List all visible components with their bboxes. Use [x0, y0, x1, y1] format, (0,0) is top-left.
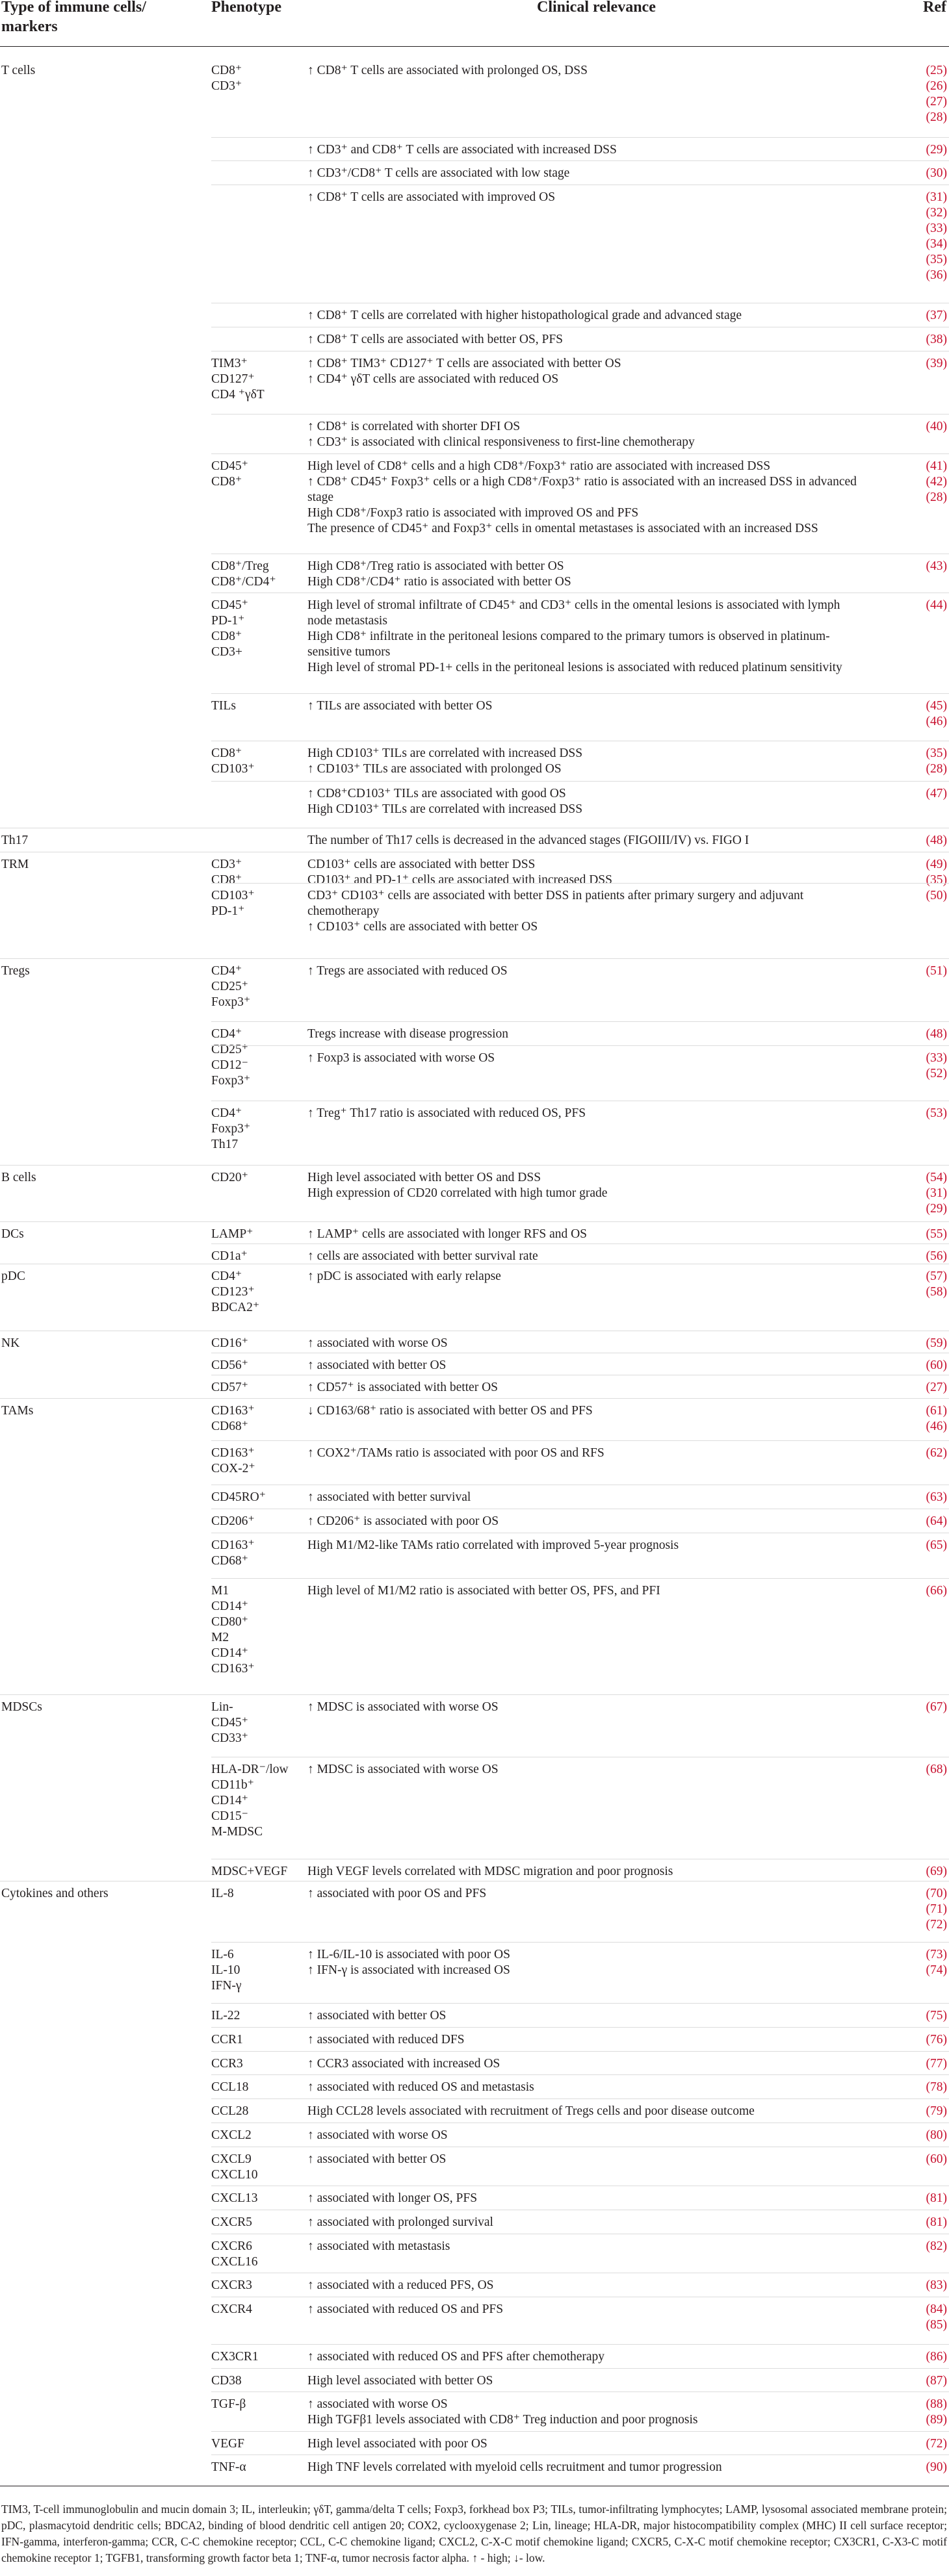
- phenotype-marker: CD25⁺: [211, 1043, 248, 1056]
- clinical-relevance-text: ↑ Tregs are associated with reduced OS: [307, 964, 508, 978]
- cell-type-group: NK: [1, 1336, 20, 1350]
- row-separator: [211, 2098, 949, 2099]
- phenotype-marker: CD8⁺: [211, 630, 242, 643]
- phenotype-marker: CD80⁺: [211, 1615, 248, 1629]
- row-separator: [211, 2027, 949, 2028]
- row-separator: [211, 2344, 949, 2345]
- header-clinical-relevance: Clinical relevance: [537, 0, 656, 16]
- clinical-relevance-text: ↑ cells are associated with better survival rate: [307, 1249, 538, 1263]
- reference-link: (38): [926, 333, 947, 346]
- phenotype-marker: M2: [211, 1631, 229, 1644]
- reference-link: (54): [926, 1171, 947, 1184]
- clinical-relevance-text: High CD103⁺ TILs are correlated with increased DSS: [307, 746, 583, 760]
- phenotype-marker: CD4⁺: [211, 1269, 242, 1283]
- clinical-relevance-text: High CD8⁺/Foxp3 ratio is associated with improved OS and PFS: [307, 506, 639, 520]
- clinical-relevance-text: ↑ Treg⁺ Th17 ratio is associated with reduced OS, PFS: [307, 1106, 586, 1120]
- reference-link: (52): [926, 1067, 947, 1080]
- clinical-relevance-text: High CD103⁺ TILs are correlated with increased DSS: [307, 802, 583, 816]
- cell-type-group: MDSCs: [1, 1700, 42, 1714]
- clinical-relevance-text: High level associated with better OS and DSS: [307, 1171, 541, 1184]
- clinical-relevance-text: ↑ associated with metastasis: [307, 2239, 450, 2253]
- clinical-relevance-text: ↑ CD8⁺ is correlated with shorter DFI OS: [307, 420, 521, 433]
- reference-link: (27): [926, 95, 947, 108]
- phenotype-marker: LAMP⁺: [211, 1227, 254, 1241]
- phenotype-marker: CD4⁺: [211, 1027, 242, 1041]
- cell-type-group: Th17: [1, 834, 29, 847]
- reference-link: (70): [926, 1887, 947, 1900]
- phenotype-marker: M1: [211, 1584, 229, 1598]
- reference-link: (47): [926, 787, 947, 800]
- cell-type-group: Cytokines and others: [1, 1887, 109, 1900]
- phenotype-marker: CCL28: [211, 2104, 249, 2118]
- row-separator: [0, 1165, 949, 1166]
- clinical-relevance-text: ↑ associated with a reduced PFS, OS: [307, 2278, 494, 2292]
- phenotype-marker: Foxp3⁺: [211, 1122, 251, 1136]
- reference-link: (42): [926, 475, 947, 489]
- phenotype-marker: CD3+: [211, 645, 242, 659]
- clinical-relevance-text: High CCL28 levels associated with recruitment of Tregs cells and poor disease outcome: [307, 2104, 755, 2118]
- reference-link: (36): [926, 268, 947, 282]
- clinical-relevance-text: ↑ CD8⁺ T cells are associated with better OS, PFS: [307, 333, 564, 346]
- phenotype-marker: CD163⁺: [211, 1538, 255, 1552]
- clinical-relevance-text: ↑ associated with reduced OS and PFS: [307, 2302, 504, 2316]
- reference-link: (43): [926, 559, 947, 573]
- reference-link: (69): [926, 1865, 947, 1878]
- reference-link: (35): [926, 746, 947, 760]
- reference-link: (40): [926, 420, 947, 433]
- phenotype-marker: PD-1⁺: [211, 614, 245, 628]
- cell-type-group: Tregs: [1, 964, 30, 978]
- reference-link: (76): [926, 2033, 947, 2047]
- phenotype-marker: VEGF: [211, 2437, 244, 2451]
- phenotype-marker: CD8⁺: [211, 873, 242, 887]
- reference-link: (72): [926, 1918, 947, 1932]
- reference-link: (35): [926, 253, 947, 266]
- clinical-relevance-text: ↑ LAMP⁺ cells are associated with longer RFS and OS: [307, 1227, 588, 1241]
- clinical-relevance-text: Tregs increase with disease progression: [307, 1027, 509, 1041]
- row-separator: [211, 2391, 949, 2392]
- row-separator: [211, 2074, 949, 2075]
- reference-link: (53): [926, 1106, 947, 1120]
- phenotype-marker: CD45⁺: [211, 598, 248, 612]
- phenotype-marker: CD8⁺: [211, 64, 242, 77]
- phenotype-marker: CD45⁺: [211, 1716, 248, 1729]
- reference-link: (84): [926, 2302, 947, 2316]
- clinical-relevance-text: ↑ CD3⁺ is associated with clinical responsiveness to first-line chemotherapy: [307, 435, 695, 449]
- reference-link: (33): [926, 1051, 947, 1065]
- cell-type-group: pDC: [1, 1269, 25, 1283]
- phenotype-marker: CD163⁺: [211, 1404, 255, 1418]
- reference-link: (25): [926, 64, 947, 77]
- reference-link: (57): [926, 1269, 947, 1283]
- reference-link: (87): [926, 2374, 947, 2388]
- phenotype-marker: CD57⁺: [211, 1381, 248, 1394]
- row-separator: [211, 2051, 949, 2052]
- reference-link: (35): [926, 873, 947, 887]
- phenotype-marker: CD11b⁺: [211, 1778, 254, 1792]
- row-separator: [0, 1398, 949, 1399]
- phenotype-marker: CD3⁺: [211, 858, 242, 871]
- clinical-relevance-text: node metastasis: [307, 614, 387, 628]
- clinical-relevance-text: sensitive tumors: [307, 645, 391, 659]
- reference-link: (72): [926, 2437, 947, 2451]
- row-separator: [211, 2431, 949, 2432]
- phenotype-marker: IL-8: [211, 1887, 234, 1900]
- clinical-relevance-text: ↑ associated with prolonged survival: [307, 2215, 493, 2229]
- clinical-relevance-text: ↑ MDSC is associated with worse OS: [307, 1763, 499, 1776]
- phenotype-marker: CD45⁺: [211, 459, 248, 473]
- phenotype-marker: CD4⁺: [211, 964, 242, 978]
- reference-link: (60): [926, 2152, 947, 2166]
- clinical-relevance-text: ↑ associated with worse OS: [307, 2128, 448, 2142]
- phenotype-marker: Foxp3⁺: [211, 1074, 251, 1088]
- reference-link: (77): [926, 2057, 947, 2071]
- phenotype-marker: TILs: [211, 699, 236, 713]
- clinical-relevance-text: High M1/M2-like TAMs ratio correlated with improved 5-year prognosis: [307, 1538, 679, 1552]
- phenotype-marker: CD163⁺: [211, 1662, 255, 1676]
- phenotype-marker: TNF-α: [211, 2460, 246, 2474]
- phenotype-marker: CD14⁺: [211, 1646, 248, 1660]
- phenotype-marker: CXCL10: [211, 2168, 258, 2182]
- row-separator: [211, 693, 949, 694]
- reference-link: (28): [926, 762, 947, 776]
- reference-link: (63): [926, 1490, 947, 1504]
- row-separator: [211, 1021, 949, 1022]
- clinical-relevance-text: High level of stromal PD-1+ cells in the peritoneal lesions is associated with reduced platinum sensitivity: [307, 661, 842, 674]
- reference-link: (90): [926, 2460, 947, 2474]
- reference-link: (61): [926, 1404, 947, 1418]
- phenotype-marker: CD20⁺: [211, 1171, 248, 1184]
- row-separator: [211, 1045, 949, 1046]
- row-separator: [211, 160, 949, 161]
- clinical-relevance-text: ↑ pDC is associated with early relapse: [307, 1269, 501, 1283]
- reference-link: (48): [926, 834, 947, 847]
- phenotype-marker: CD206⁺: [211, 1514, 255, 1528]
- clinical-relevance-text: CD103⁺ and PD-1⁺ cells are associated with increased DSS: [307, 873, 612, 887]
- reference-link: (32): [926, 206, 947, 220]
- reference-link: (60): [926, 1358, 947, 1372]
- phenotype-marker: CCL18: [211, 2080, 249, 2094]
- clinical-relevance-text: ↑ TILs are associated with better OS: [307, 699, 493, 713]
- clinical-relevance-text: The presence of CD45⁺ and Foxp3⁺ cells in omental metastases is associated with an increased DSS: [307, 522, 818, 535]
- clinical-relevance-text: ↑ associated with better OS: [307, 2009, 447, 2022]
- phenotype-marker: CXCR3: [211, 2278, 252, 2292]
- phenotype-marker: CXCR4: [211, 2302, 252, 2316]
- clinical-relevance-text: ↑ CD8⁺ CD45⁺ Foxp3⁺ cells or a high CD8⁺/Foxp3⁺ ratio is associated with an increased DSS in advanced: [307, 475, 857, 489]
- row-separator: [0, 1221, 949, 1222]
- reference-link: (48): [926, 1027, 947, 1041]
- row-separator: [211, 2003, 949, 2004]
- reference-link: (46): [926, 1420, 947, 1433]
- phenotype-marker: MDSC+VEGF: [211, 1865, 288, 1878]
- phenotype-marker: CD38: [211, 2374, 242, 2388]
- row-separator: [0, 958, 949, 959]
- header-type-line1: Type of immune cells/: [1, 0, 146, 16]
- reference-link: (50): [926, 889, 947, 902]
- clinical-relevance-text: ↑ CD8⁺CD103⁺ TILs are associated with good OS: [307, 787, 566, 800]
- clinical-relevance-text: ↑ CD4⁺ γδT cells are associated with reduced OS: [307, 372, 559, 386]
- clinical-relevance-text: stage: [307, 491, 334, 504]
- reference-link: (37): [926, 309, 947, 322]
- row-separator: [211, 1942, 949, 1943]
- clinical-relevance-text: ↑ associated with better OS: [307, 2152, 447, 2166]
- phenotype-marker: Lin-: [211, 1700, 233, 1714]
- clinical-relevance-text: High TGFβ1 levels associated with CD8⁺ Treg induction and poor prognosis: [307, 2413, 698, 2427]
- phenotype-marker: TIM3⁺: [211, 357, 248, 370]
- phenotype-marker: IL-10: [211, 1963, 240, 1977]
- phenotype-marker: CD8⁺/Treg: [211, 559, 269, 573]
- clinical-relevance-text: High level associated with poor OS: [307, 2437, 488, 2451]
- clinical-relevance-text: ↑ MDSC is associated with worse OS: [307, 1700, 499, 1714]
- phenotype-marker: CXCR6: [211, 2239, 252, 2253]
- reference-link: (26): [926, 79, 947, 93]
- reference-link: (49): [926, 858, 947, 871]
- phenotype-marker: CD163⁺: [211, 1446, 255, 1460]
- reference-link: (68): [926, 1763, 947, 1776]
- header-rule: [0, 46, 949, 47]
- phenotype-marker: CD1a⁺: [211, 1249, 248, 1263]
- clinical-relevance-text: High TNF levels correlated with myeloid cells recruitment and tumor progression: [307, 2460, 722, 2474]
- reference-link: (79): [926, 2104, 947, 2118]
- phenotype-marker: CD45RO⁺: [211, 1490, 266, 1504]
- phenotype-marker: CD33⁺: [211, 1731, 248, 1745]
- reference-link: (78): [926, 2080, 947, 2094]
- reference-link: (31): [926, 190, 947, 204]
- reference-link: (29): [926, 1202, 947, 1216]
- clinical-relevance-text: ↑ CD206⁺ is associated with poor OS: [307, 1514, 499, 1528]
- clinical-relevance-text: ↑ CD103⁺ TILs are associated with prolonged OS: [307, 762, 562, 776]
- phenotype-marker: CD3⁺: [211, 79, 242, 93]
- reference-link: (71): [926, 1902, 947, 1916]
- row-separator: [211, 137, 949, 138]
- reference-link: (64): [926, 1514, 947, 1528]
- clinical-relevance-text: ↑ COX2⁺/TAMs ratio is associated with poor OS and RFS: [307, 1446, 604, 1460]
- clinical-relevance-text: ↑ associated with better OS: [307, 1358, 447, 1372]
- reference-link: (28): [926, 491, 947, 504]
- clinical-relevance-text: High level of CD8⁺ cells and a high CD8⁺/Foxp3⁺ ratio are associated with increased DSS: [307, 459, 771, 473]
- row-separator: [211, 781, 949, 782]
- phenotype-marker: CXCL2: [211, 2128, 252, 2142]
- phenotype-marker: CX3CR1: [211, 2350, 259, 2364]
- reference-link: (82): [926, 2239, 947, 2253]
- reference-link: (33): [926, 222, 947, 235]
- phenotype-marker: M-MDSC: [211, 1825, 263, 1839]
- phenotype-marker: Th17: [211, 1138, 239, 1151]
- reference-link: (34): [926, 237, 947, 251]
- clinical-relevance-text: CD103⁺ cells are associated with better DSS: [307, 858, 536, 871]
- phenotype-marker: CD4⁺: [211, 1106, 242, 1120]
- phenotype-marker: TGF-β: [211, 2397, 246, 2411]
- row-separator: [211, 1578, 949, 1579]
- header-ref: Ref: [923, 0, 946, 16]
- reference-link: (59): [926, 1336, 947, 1350]
- phenotype-marker: CD127⁺: [211, 372, 255, 386]
- clinical-relevance-text: ↑ associated with longer OS, PFS: [307, 2191, 478, 2205]
- clinical-relevance-text: ↓ CD163/68⁺ ratio is associated with better OS and PFS: [307, 1404, 593, 1418]
- reference-link: (74): [926, 1963, 947, 1977]
- phenotype-marker: CXCL13: [211, 2191, 258, 2205]
- reference-link: (73): [926, 1948, 947, 1961]
- clinical-relevance-text: ↑ CD103⁺ cells are associated with better OS: [307, 920, 538, 934]
- phenotype-marker: BDCA2⁺: [211, 1301, 260, 1314]
- clinical-relevance-text: ↑ associated with reduced DFS: [307, 2033, 465, 2047]
- cell-type-group: TAMs: [1, 1404, 34, 1418]
- phenotype-marker: CD56⁺: [211, 1358, 248, 1372]
- reference-link: (81): [926, 2215, 947, 2229]
- clinical-relevance-text: ↑ associated with worse OS: [307, 2397, 448, 2411]
- clinical-relevance-text: ↑ CCR3 associated with increased OS: [307, 2057, 500, 2071]
- row-separator: [211, 453, 949, 454]
- reference-link: (67): [926, 1700, 947, 1714]
- clinical-relevance-text: chemotherapy: [307, 904, 380, 918]
- phenotype-marker: CD14⁺: [211, 1794, 248, 1807]
- row-separator: [211, 1243, 949, 1244]
- phenotype-marker: COX-2⁺: [211, 1462, 255, 1475]
- reference-link: (44): [926, 598, 947, 612]
- row-separator: [211, 2368, 949, 2369]
- reference-link: (28): [926, 110, 947, 124]
- reference-link: (41): [926, 459, 947, 473]
- clinical-relevance-text: High expression of CD20 correlated with high tumor grade: [307, 1186, 608, 1200]
- reference-link: (89): [926, 2413, 947, 2427]
- clinical-relevance-text: ↑ IFN-γ is associated with increased OS: [307, 1963, 510, 1977]
- reference-link: (88): [926, 2397, 947, 2411]
- clinical-relevance-text: High level of M1/M2 ratio is associated with better OS, PFS, and PFI: [307, 1584, 660, 1598]
- clinical-relevance-text: ↑ CD57⁺ is associated with better OS: [307, 1381, 499, 1394]
- header-type: [1, 0, 146, 36]
- cell-type-group: T cells: [1, 64, 36, 77]
- clinical-relevance-text: ↑ CD8⁺ T cells are correlated with higher histopathological grade and advanced stage: [307, 309, 742, 322]
- clinical-relevance-text: ↑ IL-6/IL-10 is associated with poor OS: [307, 1948, 510, 1961]
- phenotype-marker: IL-22: [211, 2009, 240, 2022]
- phenotype-marker: IL-6: [211, 1948, 234, 1961]
- reference-link: (81): [926, 2191, 947, 2205]
- phenotype-marker: CXCL9: [211, 2152, 252, 2166]
- phenotype-marker: CD68⁺: [211, 1554, 248, 1568]
- phenotype-marker: CD25⁺: [211, 980, 248, 993]
- cell-type-group: B cells: [1, 1171, 36, 1184]
- row-separator: [211, 883, 949, 884]
- reference-link: (56): [926, 1249, 947, 1263]
- clinical-relevance-text: ↑ CD8⁺ T cells are associated with prolonged OS, DSS: [307, 64, 588, 77]
- clinical-relevance-text: ↑ associated with reduced OS and PFS after chemotherapy: [307, 2350, 605, 2364]
- phenotype-marker: CD4 ⁺γδT: [211, 388, 265, 402]
- clinical-relevance-text: ↑ CD8⁺ T cells are associated with improved OS: [307, 190, 556, 204]
- clinical-relevance-text: ↑ associated with worse OS: [307, 1336, 448, 1350]
- phenotype-marker: HLA-DR⁻/low: [211, 1763, 289, 1776]
- clinical-relevance-text: ↑ associated with poor OS and PFS: [307, 1887, 487, 1900]
- clinical-relevance-text: ↑ Foxp3 is associated with worse OS: [307, 1051, 495, 1065]
- reference-link: (55): [926, 1227, 947, 1241]
- phenotype-marker: Foxp3⁺: [211, 995, 251, 1009]
- reference-link: (66): [926, 1584, 947, 1598]
- clinical-relevance-text: ↑ CD3⁺ and CD8⁺ T cells are associated with increased DSS: [307, 143, 617, 157]
- reference-link: (51): [926, 964, 947, 978]
- phenotype-marker: CCR3: [211, 2057, 243, 2071]
- clinical-relevance-text: CD3⁺ CD103⁺ cells are associated with better DSS in patients after primary surgery and adjuvant: [307, 889, 804, 902]
- cell-type-group: TRM: [1, 858, 29, 871]
- clinical-relevance-text: High level of stromal infiltrate of CD45⁺ and CD3⁺ cells in the omental lesions is associated with lymph: [307, 598, 840, 612]
- reference-link: (46): [926, 715, 947, 728]
- cell-type-group: DCs: [1, 1227, 24, 1241]
- phenotype-marker: CD12⁻: [211, 1058, 248, 1072]
- reference-link: (75): [926, 2009, 947, 2022]
- reference-link: (58): [926, 1285, 947, 1299]
- clinical-relevance-text: High level associated with better OS: [307, 2374, 493, 2388]
- phenotype-marker: CD8⁺: [211, 475, 242, 489]
- phenotype-marker: CD103⁺: [211, 762, 255, 776]
- clinical-relevance-text: ↑ associated with reduced OS and metastasis: [307, 2080, 534, 2094]
- clinical-relevance-text: High VEGF levels correlated with MDSC migration and poor prognosis: [307, 1865, 673, 1878]
- reference-link: (29): [926, 143, 947, 157]
- reference-link: (80): [926, 2128, 947, 2142]
- reference-link: (85): [926, 2318, 947, 2332]
- row-separator: [211, 1440, 949, 1441]
- clinical-relevance-text: High CD8⁺/Treg ratio is associated with better OS: [307, 559, 564, 573]
- phenotype-marker: IFN-γ: [211, 1979, 242, 1993]
- clinical-relevance-text: High CD8⁺/CD4⁺ ratio is associated with better OS: [307, 575, 571, 589]
- phenotype-marker: CXCR5: [211, 2215, 252, 2229]
- reference-link: (30): [926, 166, 947, 180]
- reference-link: (39): [926, 357, 947, 370]
- header-phenotype: Phenotype: [211, 0, 281, 16]
- phenotype-marker: CD16⁺: [211, 1336, 248, 1350]
- header-type-line2: markers: [1, 18, 58, 35]
- phenotype-marker: CD68⁺: [211, 1420, 248, 1433]
- phenotype-marker: CD103⁺: [211, 889, 255, 902]
- phenotype-marker: PD-1⁺: [211, 904, 245, 918]
- reference-link: (45): [926, 699, 947, 713]
- phenotype-marker: CD15⁻: [211, 1809, 248, 1823]
- clinical-relevance-text: ↑ associated with better survival: [307, 1490, 471, 1504]
- clinical-relevance-text: The number of Th17 cells is decreased in the advanced stages (FIGOIII/IV) vs. FIGO I: [307, 834, 749, 847]
- clinical-relevance-text: High CD8⁺ infiltrate in the peritoneal lesions compared to the primary tumors is observed in platinum-: [307, 630, 830, 643]
- reference-link: (83): [926, 2278, 947, 2292]
- phenotype-marker: CD8⁺: [211, 746, 242, 760]
- table-footnote: TIM3, T-cell immunoglobulin and mucin domain 3; IL, interleukin; γδT, gamma/delta T cells; Foxp3, forkhead box P3; TILs, tumor-infiltrating lymphocytes; LAMP, lysosomal associated membrane protein; pDC, plasmacytoid dendritic cells; BDCA2, binding of blood dendritic cell antigen 20; COX2, cyclooxygenase 2; Lin, lineage; HLA-DR, major histocompatibility complex (MHC) II cell surface receptor; IFN-gamma, interferon-gamma; CCR, C-C chemokine receptor; CCL, C-C chemokine ligand; CXCL2, C-X-C motif chemokine ligand; CXCR5, C-X-C motif chemokine receptor; CX3CR1, C-X3-C motif chemokine receptor 1; TGFB1, transforming growth factor beta 1; TNF-α, tumor necrosis factor alpha. ↑ - high; ↓- low.: [1, 2503, 947, 2564]
- phenotype-marker: CD14⁺: [211, 1600, 248, 1613]
- reference-link: (31): [926, 1186, 947, 1200]
- reference-link: (65): [926, 1538, 947, 1552]
- clinical-relevance-text: ↑ CD3⁺/CD8⁺ T cells are associated with low stage: [307, 166, 570, 180]
- phenotype-marker: CD123⁺: [211, 1285, 255, 1299]
- phenotype-marker: CCR1: [211, 2033, 243, 2047]
- clinical-relevance-text: ↑ CD8⁺ TIM3⁺ CD127⁺ T cells are associated with better OS: [307, 357, 621, 370]
- phenotype-marker: CXCL16: [211, 2255, 258, 2269]
- reference-link: (27): [926, 1381, 947, 1394]
- phenotype-marker: CD8⁺/CD4⁺: [211, 575, 276, 589]
- row-separator: [0, 1694, 949, 1695]
- reference-link: (86): [926, 2350, 947, 2364]
- reference-link: (62): [926, 1446, 947, 1460]
